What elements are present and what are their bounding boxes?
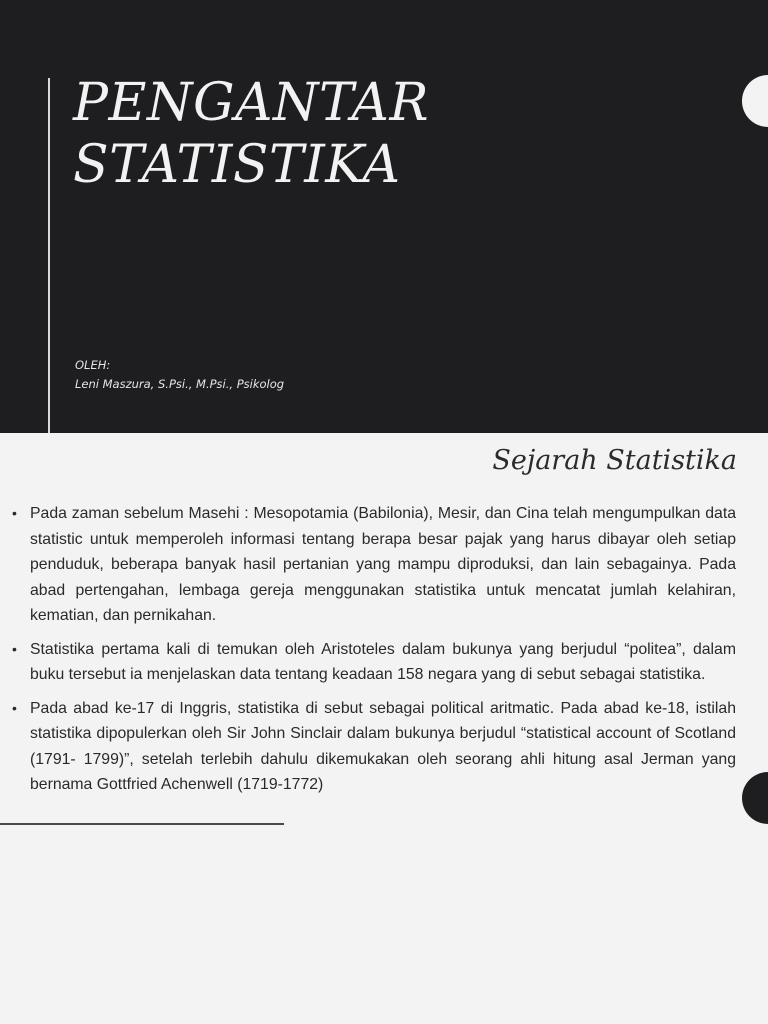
bullet-text-1: Pada zaman sebelum Masehi : Mesopotamia (Babilonia), Mesir, dan Cina telah mengumpulkan data statistic untuk memperoleh informasi tentang berapa besar pajak yang harus dibayar oleh setiap penduduk, beberapa banyak hasil pertanian yang mampu diproduksi, dan lain sebagainya. Pada abad pertengahan, lembaga gereja menggunakan statistika untuk mencatat jumlah kelahiran, kematian, dan pernikahan. <box>30 505 736 624</box>
byline <box>75 356 284 394</box>
bullet-marker: • <box>12 640 17 657</box>
bullet-text-2: Statistika pertama kali di temukan oleh Aristoteles dalam bukunya yang berjudul “politea”, dalam buku tersebut ia menjelaskan data tentang keadaan 158 negara yang di sebut sebagai statistika. <box>30 640 736 683</box>
section-heading: Sejarah Statistika <box>492 445 737 476</box>
bullet-list <box>12 501 736 806</box>
byline-label: OLEH: <box>75 358 111 372</box>
horizontal-accent-line <box>0 823 284 825</box>
bullet-item-3 <box>12 696 736 798</box>
decorative-circle <box>742 772 768 824</box>
title-line-1: PENGANTAR <box>73 73 430 133</box>
bullet-item-2 <box>12 637 736 688</box>
bullet-marker: • <box>12 699 17 716</box>
author-name: Leni Maszura, S.Psi., M.Psi., Psikolog <box>75 377 285 391</box>
bullet-text-3: Pada abad ke-17 di Inggris, statistika di sebut sebagai political aritmatic. Pada abad ke-18, istilah statistika dipopulerkan oleh Sir John Sinclair dalam bukunya berjudul “statistical account of Scotland (1791- 1799)”, setelah terlebih dahulu dikemukakan oleh seorang ahli hitung asal Jerman yang bernama Gottfried Achenwell (1719-1772) <box>30 699 736 793</box>
bullet-item-1 <box>12 501 736 629</box>
vertical-accent-line <box>48 78 50 433</box>
title-line-2: STATISTIKA <box>73 135 401 195</box>
bullet-marker: • <box>12 505 17 521</box>
slide-title <box>73 72 429 196</box>
content-slide <box>0 433 768 1024</box>
title-slide <box>0 0 768 433</box>
decorative-circle <box>742 75 768 127</box>
